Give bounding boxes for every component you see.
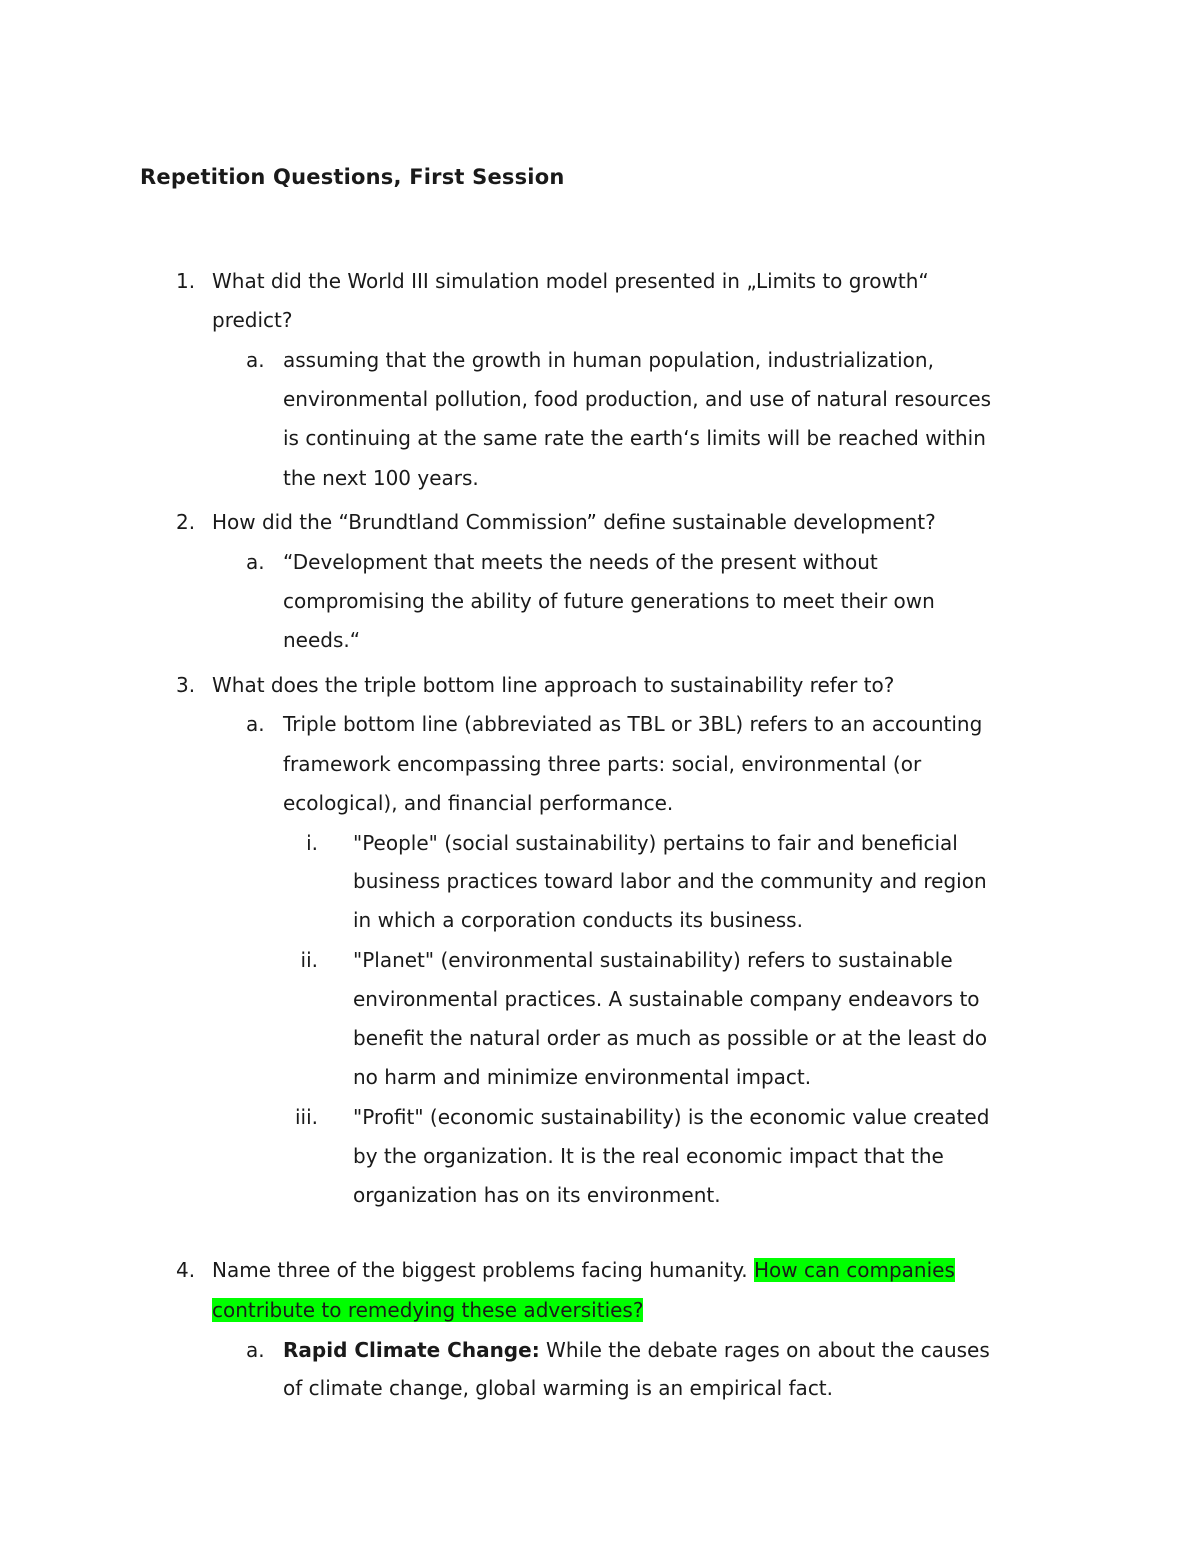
q3-number: 3. bbox=[176, 673, 196, 697]
q3-item-ii-line-1: "Planet" (environmental sustainability) refers to sustainable bbox=[353, 948, 953, 972]
q1-answer-line-2: environmental pollution, food production, and use of natural resources bbox=[283, 387, 992, 411]
q3-item-iii-line-3: organization has on its environment. bbox=[353, 1183, 721, 1207]
q2-number: 2. bbox=[176, 510, 196, 534]
q4-answer-line-2: of climate change, global warming is an empirical fact. bbox=[283, 1376, 834, 1400]
q3-item-i-marker: i. bbox=[306, 831, 318, 855]
q1-answer-marker: a. bbox=[246, 348, 265, 372]
q3-item-iii-line-2: by the organization. It is the real economic impact that the bbox=[353, 1144, 944, 1168]
q3-item-iii-line-1: "Profit" (economic sustainability) is the economic value created bbox=[353, 1105, 990, 1129]
q3-answer-line-3: ecological), and financial performance. bbox=[283, 791, 674, 815]
q2-answer-line-3: needs.“ bbox=[283, 628, 361, 652]
q4-highlighted-text-1: How can companies bbox=[753, 1258, 955, 1282]
q1-answer-line-1: assuming that the growth in human population, industrialization, bbox=[283, 348, 934, 372]
q4-highlighted-text-2: contribute to remedying these adversities? bbox=[212, 1298, 644, 1322]
page-title: Repetition Questions, First Session bbox=[140, 165, 565, 189]
q2-answer-marker: a. bbox=[246, 550, 265, 574]
q3-item-ii-line-3: benefit the natural order as much as possible or at the least do bbox=[353, 1026, 988, 1050]
q3-text-line-1: What does the triple bottom line approach to sustainability refer to? bbox=[212, 673, 895, 697]
q4-answer-line-1 bbox=[283, 1337, 990, 1363]
q1-answer-line-4: the next 100 years. bbox=[283, 466, 479, 490]
q2-answer-line-2: compromising the ability of future generations to meet their own bbox=[283, 589, 935, 613]
q2-text-line-1: How did the “Brundtland Commission” define sustainable development? bbox=[212, 510, 936, 534]
q4-answer-bold-label: Rapid Climate Change: bbox=[283, 1338, 540, 1362]
q4-answer-marker: a. bbox=[246, 1338, 265, 1362]
q4-text-line-1 bbox=[212, 1257, 955, 1283]
q1-number: 1. bbox=[176, 269, 196, 293]
q4-text-line-2 bbox=[212, 1297, 643, 1323]
q3-item-ii-marker: ii. bbox=[300, 948, 318, 972]
q3-item-i-line-3: in which a corporation conducts its business. bbox=[353, 908, 803, 932]
q1-text-line-2: predict? bbox=[212, 308, 293, 332]
q3-answer-line-1: Triple bottom line (abbreviated as TBL or 3BL) refers to an accounting bbox=[283, 712, 983, 736]
q3-item-i-line-1: "People" (social sustainability) pertains to fair and beneficial bbox=[353, 831, 958, 855]
q1-answer-line-3: is continuing at the same rate the earth‘s limits will be reached within bbox=[283, 426, 986, 450]
q4-answer-line-1-rest: While the debate rages on about the causes bbox=[539, 1338, 990, 1362]
q3-item-ii-line-4: no harm and minimize environmental impact. bbox=[353, 1065, 812, 1089]
q3-item-iii-marker: iii. bbox=[294, 1105, 318, 1129]
q2-answer-line-1: “Development that meets the needs of the present without bbox=[283, 550, 878, 574]
q3-item-i-line-2: business practices toward labor and the community and region bbox=[353, 869, 987, 893]
q4-number: 4. bbox=[176, 1258, 196, 1282]
q3-answer-marker: a. bbox=[246, 712, 265, 736]
q3-item-ii-line-2: environmental practices. A sustainable company endeavors to bbox=[353, 987, 980, 1011]
q1-text-line-1: What did the World III simulation model presented in „Limits to growth“ bbox=[212, 269, 929, 293]
q3-answer-line-2: framework encompassing three parts: social, environmental (or bbox=[283, 752, 922, 776]
q4-text-plain: Name three of the biggest problems facing humanity. bbox=[212, 1258, 754, 1282]
